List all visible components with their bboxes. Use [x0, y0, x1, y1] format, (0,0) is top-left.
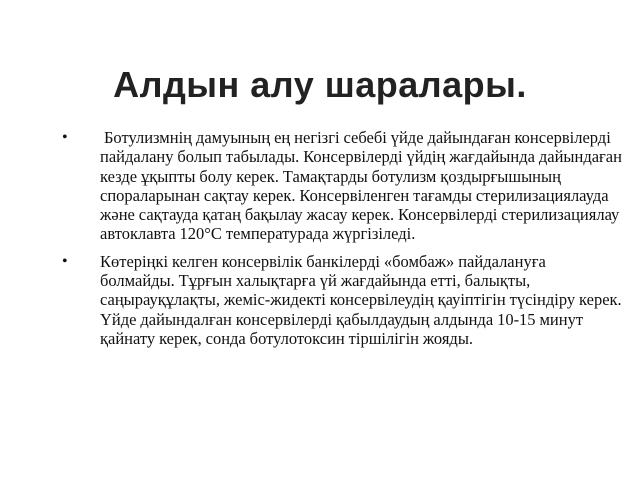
bullet-marker: • — [62, 252, 68, 270]
list-item — [62, 252, 622, 348]
bullet-marker: • — [62, 129, 68, 146]
slide-title: Алдын алу шаралары. — [113, 64, 527, 105]
bullet-text: Ботулизмнің дамуының ең негізгі себебі үйде дайындаған консервілерді пайдалану болып табылады. Консервілерді үйдің жағдайында дайындаған кезде ұқыпты болу керек. Тамақтарды ботулизм қоздырғышының спораларынан сақтау керек. Консервіленген тағамды стерилизациялауда және сақтауда қатаң бақылау жасау керек. Консервілерді стерилизациялау автоклавта 120°С температурада жүргізіледі. — [100, 128, 626, 244]
list-item — [62, 128, 626, 244]
bullet-list — [62, 128, 626, 356]
bullet-text: Көтеріңкі келген консервілік банкілерді «бомбаж» пайдалануға болмайды. Тұрғын халықтарға үй жағдайында етті, балықты, саңырауқұлақты, жеміс-жидекті консервілеудің қауіптігін түсіндіру керек. Үйде дайындалған консервілерді қабылдаудың алдында 10-15 минут қайнату керек, сонда ботулотоксин тіршілігін жояды. — [100, 251, 622, 348]
